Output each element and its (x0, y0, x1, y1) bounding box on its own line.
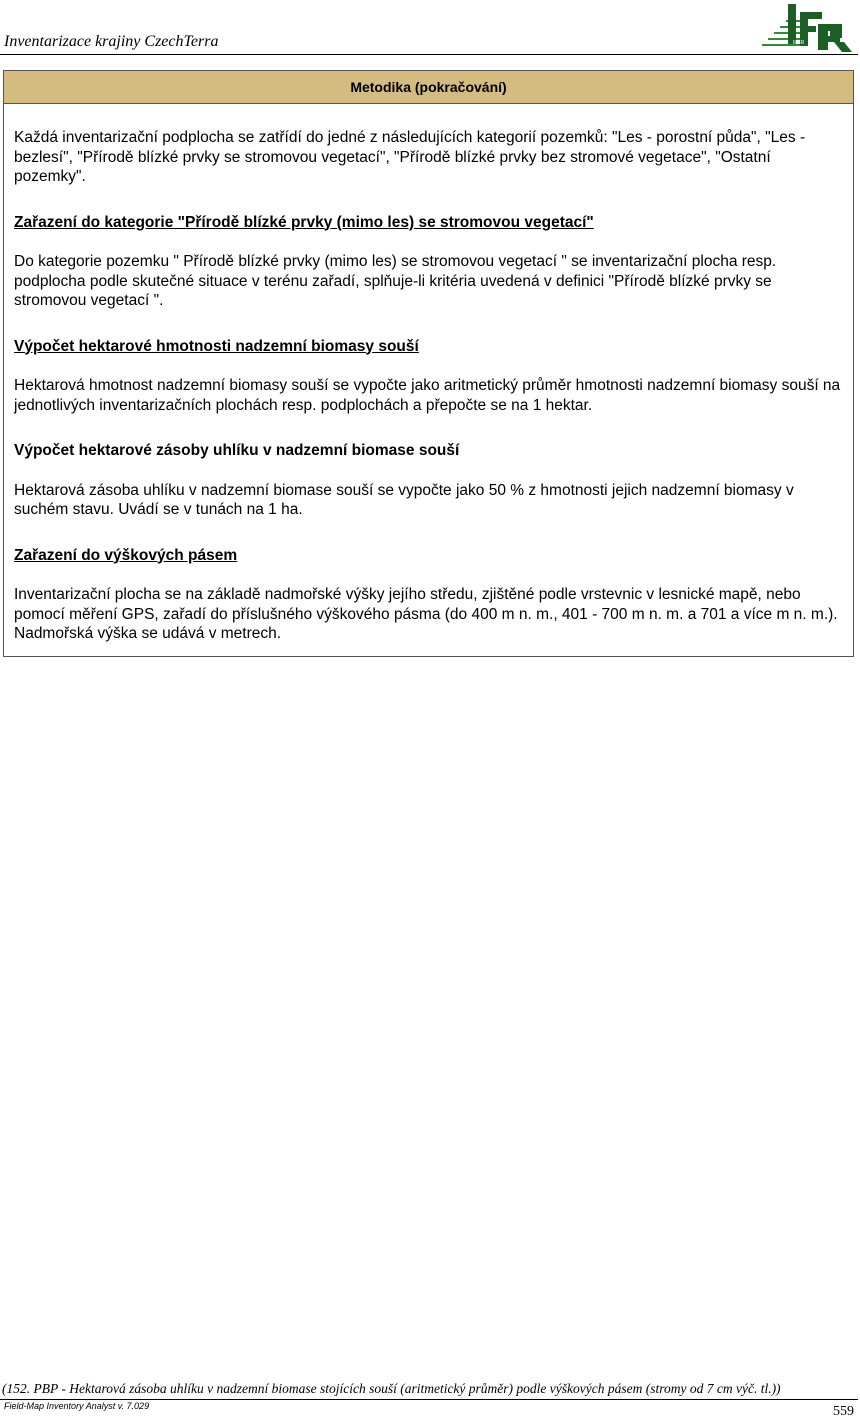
header-divider (0, 54, 858, 55)
ifer-logo (760, 0, 854, 54)
section-title-carbon: Výpočet hektarové zásoby uhlíku v nadzemní biomase souší (14, 442, 460, 459)
footer-divider (0, 1399, 858, 1400)
section-title-category: Zařazení do kategorie "Přírodě blízké prvky (mimo les) se stromovou vegetací" (14, 213, 594, 231)
page-number: 559 (833, 1404, 854, 1419)
intro-paragraph: Každá inventarizační podplocha se zatřídí do jedné z následujících kategorií pozemků: "Les - porostní půda", "Les - bezlesí", "Přírodě blízké prvky se stromovou vegetací", "Přírodě blízké prvky bez stromové vegetace", "Ostatní pozemky". (14, 129, 806, 185)
section-title-biomass: Výpočet hektarové hmotnosti nadzemní biomasy souší (14, 337, 419, 355)
document-header-title: Inventarizace krajiny CzechTerra (4, 33, 219, 50)
section-text-biomass: Hektarová hmotnost nadzemní biomasy souší se vypočte jako aritmetický průměr hmotnosti nadzemní biomasy souší na jednotlivých inventarizačních plochách resp. podplochách a přepočte se na 1 hektar. (14, 377, 841, 414)
software-version: Field-Map Inventory Analyst v. 7.029 (4, 1401, 150, 1411)
svg-text:IFER: IFER (793, 40, 805, 46)
methodology-heading: Metodika (pokračování) (4, 71, 853, 104)
methodology-box (3, 70, 854, 657)
section-text-altitude: Inventarizační plocha se na základě nadmořské výšky jejího středu, zjištěné podle vrstevnic v lesnické mapě, nebo pomocí měření GPS, zařadí do příslušného výškového pásma (do 400 m n. m., 401 - 700 m n. m. a 701 a více m n. m.). Nadmořská výška se udává v metrech. (14, 586, 838, 642)
section-title-altitude: Zařazení do výškových pásem (14, 546, 238, 564)
table-caption: (152. PBP - Hektarová zásoba uhlíku v nadzemní biomase stojících souší (aritmetický průměr) podle výškových pásem (stromy od 7 cm výč. tl.)) (2, 1381, 781, 1396)
methodology-body (4, 128, 853, 644)
section-text-carbon: Hektarová zásoba uhlíku v nadzemní biomase souší se vypočte jako 50 % z hmotnosti jejich nadzemní biomasy v suchém stavu. Uvádí se v tunách na 1 ha. (14, 481, 794, 518)
section-text-category: Do kategorie pozemku " Přírodě blízké prvky (mimo les) se stromovou vegetací " se inventarizační plocha resp. podplocha podle skutečné situace v terénu zařadí, splňuje-li kritéria uvedená v definici "Přírodě blízké prvky se stromovou vegetací ". (14, 253, 777, 309)
